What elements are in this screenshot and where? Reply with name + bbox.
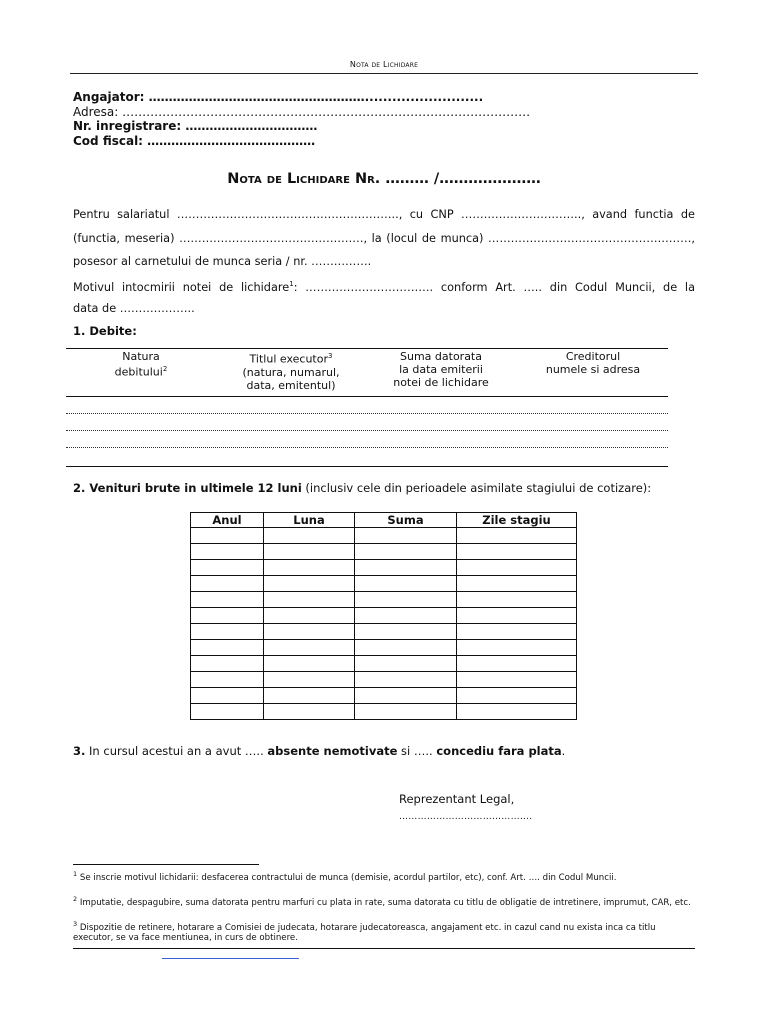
footer-link-underline[interactable] — [162, 958, 299, 959]
venituri-cell — [191, 592, 264, 608]
signature-line: ……………………………………. — [399, 812, 533, 822]
venituri-cell — [355, 560, 457, 576]
venituri-cell — [457, 592, 577, 608]
footnote-1: $^1$ Se inscrie motivul lichidarii: desfacerea contractului de munca (demisie, acordul partilor, etc), conf. Art. …. din Codul Muncii. — [73, 870, 617, 883]
venituri-cell — [355, 592, 457, 608]
venituri-cell — [457, 640, 577, 656]
venituri-row — [191, 576, 577, 592]
debite-header-rule — [66, 396, 668, 397]
venituri-cell — [355, 704, 457, 720]
venituri-cell — [457, 576, 577, 592]
intro-line-3: posesor al carnetului de munca seria / nr. ……………. — [73, 255, 372, 268]
venituri-cell — [264, 672, 355, 688]
venituri-cell — [191, 624, 264, 640]
venituri-cell — [355, 576, 457, 592]
registration-number-field: Nr. inregistrare: …………………………… — [73, 119, 318, 133]
venituri-row — [191, 640, 577, 656]
venituri-cell — [191, 576, 264, 592]
venituri-cell — [355, 528, 457, 544]
debite-col-creditor: Creditorul numele si adresa — [545, 350, 641, 376]
debite-col-natura: Natura debitului$^2$ — [114, 350, 168, 379]
intro-line-2: (functia, meseria) …………………………………………., la (locul de munca) ………………………………………………, — [73, 232, 695, 245]
intro-line-5: data de ……………….. — [73, 302, 195, 315]
venituri-cell — [191, 544, 264, 560]
venituri-cell — [264, 704, 355, 720]
venituri-cell — [264, 528, 355, 544]
venituri-cell — [355, 688, 457, 704]
venituri-cell — [264, 544, 355, 560]
document-title: Nota de Lichidare Nr. ……… /………………… — [227, 171, 541, 187]
venituri-cell — [355, 640, 457, 656]
venituri-cell — [457, 528, 577, 544]
venituri-cell — [457, 608, 577, 624]
venituri-cell — [191, 672, 264, 688]
venituri-cell — [264, 576, 355, 592]
venituri-cell — [457, 544, 577, 560]
venituri-table — [190, 512, 577, 720]
employer-block — [73, 90, 530, 148]
venituri-cell — [264, 624, 355, 640]
venituri-header-row — [191, 513, 577, 528]
venituri-cell — [355, 672, 457, 688]
col-anul: Anul — [191, 513, 264, 528]
venituri-cell — [457, 688, 577, 704]
debite-row — [66, 413, 668, 414]
venituri-cell — [457, 560, 577, 576]
venituri-row — [191, 592, 577, 608]
venituri-cell — [355, 656, 457, 672]
venituri-row — [191, 624, 577, 640]
venituri-row — [191, 688, 577, 704]
venituri-row — [191, 544, 577, 560]
fiscal-code-field: Cod fiscal: …………………………………… — [73, 133, 316, 148]
section-venituri-label: 2. Venituri brute in ultimele 12 luni (inclusiv cele din perioadele asimilate stagiului de cotizare): — [73, 481, 652, 495]
debite-col-suma: Suma datorata la data emiterii notei de lichidare — [393, 350, 489, 389]
venituri-cell — [457, 672, 577, 688]
col-suma: Suma — [355, 513, 457, 528]
debite-col-titlu: Titlul executor$^3$ (natura, numarul, data, emitentul) — [242, 352, 340, 392]
venituri-cell — [457, 624, 577, 640]
footer-rule — [73, 948, 695, 949]
intro-line-1: Pentru salariatul ………………………………………………….., cu CNP ………………………….., avand functia de — [73, 208, 695, 221]
venituri-cell — [457, 656, 577, 672]
debite-row — [66, 447, 668, 448]
footnote-2: $^2$ Imputatie, despagubire, suma datorata pentru marfuri cu plata in rate, suma datorata cu titlu de obligatie de intretinere, imprumut, CAR, etc. — [73, 895, 691, 908]
venituri-cell — [264, 560, 355, 576]
footnote-3: $^3$ Dispozitie de retinere, hotarare a Comisiei de judecata, hotarare judecatoreasca, angajament etc. in cazul cand nu exista inca ca titlu executor, se va face mentiunea, in curs de obtinere. — [73, 920, 656, 944]
venituri-cell — [264, 656, 355, 672]
venituri-cell — [264, 608, 355, 624]
venituri-cell — [191, 640, 264, 656]
venituri-cell — [355, 544, 457, 560]
venituri-cell — [191, 704, 264, 720]
venituri-row — [191, 528, 577, 544]
venituri-cell — [191, 608, 264, 624]
venituri-cell — [191, 656, 264, 672]
venituri-cell — [457, 704, 577, 720]
venituri-row — [191, 656, 577, 672]
venituri-cell — [264, 688, 355, 704]
employer-address-field: Adresa: ………………………………………………………………………………………… — [73, 104, 531, 119]
header-title: Nota de Lichidare — [349, 60, 419, 69]
venituri-cell — [264, 592, 355, 608]
debite-table — [66, 348, 668, 467]
intro-line-4 — [73, 273, 695, 299]
reason-label: Motivul intocmirii notei de lichidare — [73, 280, 290, 294]
venituri-row — [191, 672, 577, 688]
footnote-separator — [73, 864, 259, 865]
venituri-cell — [355, 608, 457, 624]
venituri-cell — [264, 640, 355, 656]
col-luna: Luna — [264, 513, 355, 528]
footnote-ref-1: 1 — [289, 280, 294, 288]
header-rule — [70, 73, 698, 74]
reason-text: : ……………………………. conform Art. ….. din Codul Muncii, de la — [293, 280, 695, 294]
venituri-row — [191, 560, 577, 576]
venituri-cell — [355, 624, 457, 640]
employer-name-field: Angajator: ……………………………………………….......................... — [73, 90, 484, 104]
debite-row — [66, 430, 668, 431]
venituri-cell — [191, 688, 264, 704]
section-debite-label: 1. Debite: — [73, 324, 137, 338]
venituri-row — [191, 608, 577, 624]
section-absente: 3. In cursul acestui an a avut ….. absente nemotivate si ….. concediu fara plata. — [73, 744, 566, 758]
venituri-cell — [191, 560, 264, 576]
signature-label: Reprezentant Legal, — [399, 792, 515, 806]
venituri-cell — [191, 528, 264, 544]
venituri-row — [191, 704, 577, 720]
col-zile-stagiu: Zile stagiu — [457, 513, 577, 528]
